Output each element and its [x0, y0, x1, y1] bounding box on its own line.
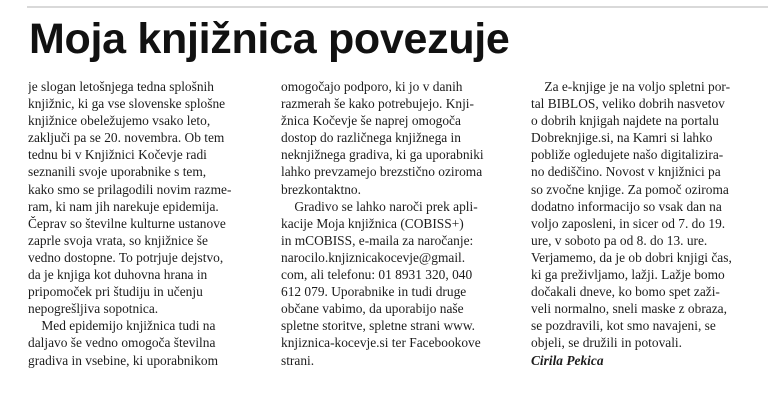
text-line: strani.	[281, 352, 315, 368]
text-line: Čeprav so številne kulturne ustanove	[28, 215, 226, 231]
text-line: brezkontaktno.	[281, 181, 361, 197]
text-line: pobliže ogledujete našo digitalizira-	[531, 147, 724, 163]
article-column-3	[531, 78, 757, 369]
text-line: knjižnice obeležujemo vsako leto,	[28, 113, 211, 129]
text-line: Za e-knjige je na voljo spletni por-	[531, 79, 731, 94]
text-line: Dobreknjige.si, na Kamri si lahko	[531, 130, 713, 146]
text-line: kako smo se prilagodili novim razme-	[28, 181, 232, 197]
text-line: knjiznica-kocevje.si ter Facebookove	[281, 335, 481, 351]
text-line: Med epidemijo knjižnica tudi na	[28, 318, 216, 334]
text-line: ure, v soboto pa od 8. do 13. ure.	[531, 232, 708, 248]
text-line: Gradivo se lahko naroči prek apli-	[281, 198, 478, 214]
article-column-2	[281, 78, 507, 369]
text-line: com, ali telefonu: 01 8931 320, 040	[281, 267, 473, 283]
text-line: gradiva in vsebine, ki uporabnikom	[28, 352, 219, 368]
text-line: objeli, se družili in potovali.	[531, 335, 682, 351]
text-line: neknjižnega gradiva, ki ga uporabniki	[281, 147, 484, 163]
text-line: dodatno informacijo so vsak dan na	[531, 198, 722, 214]
text-line: kacije Moja knjižnica (COBISS+)	[281, 215, 464, 231]
text-line: narocilo.knjiznicakocevje@gmail.	[281, 249, 466, 265]
article-title: Moja knjižnica povezuje	[29, 15, 510, 63]
text-line: so zvočne knjige. Za pomoč oziroma	[531, 181, 729, 197]
text-line: in mCOBISS, e-maila za naročanje:	[281, 232, 474, 248]
text-line: spletne storitve, spletne strani www.	[281, 318, 476, 334]
text-line: ki ga preživljamo, lažji. Lažje bomo	[531, 267, 725, 283]
text-line: no dediščino. Novost v knjižnici pa	[531, 164, 721, 180]
text-line: je slogan letošnjega tedna splošnih	[28, 79, 214, 94]
text-line: seznanili svoje uporabnike s tem,	[28, 164, 207, 180]
text-line: dočakali dneve, ko bomo spet zaži-	[531, 284, 720, 300]
text-line: daljavo še vedno omogoča številna	[28, 335, 216, 351]
text-line: dostop do različnega knjižnega in	[281, 130, 461, 146]
text-line: tal BIBLOS, veliko dobrih nasvetov	[531, 96, 725, 112]
text-line: razmerah še kako potrebujejo. Knji-	[281, 96, 474, 112]
text-line: Verjamemo, da je ob dobri knjigi čas,	[531, 249, 732, 265]
text-line: 612 079. Uporabnike in tudi druge	[281, 284, 467, 300]
text-line: zaprle svoja vrata, so knjižnice še	[28, 232, 208, 248]
text-line: voljo zaposleni, in sicer od 7. do 19.	[531, 215, 726, 231]
text-line: da je knjiga kot duhovna hrana in	[28, 267, 208, 283]
column-3-lines	[531, 78, 757, 352]
text-line: zaključi pa se 20. novembra. Ob tem	[28, 130, 225, 146]
text-line: ram, ki nam jih narekuje epidemija.	[28, 198, 219, 214]
text-line: se pozdravili, kot smo navajeni, se	[531, 318, 716, 334]
top-rule	[27, 6, 768, 8]
text-line: lahko prevzamejo brezstično oziroma	[281, 164, 483, 180]
text-line: občane vabimo, da uporabijo naše	[281, 301, 464, 317]
text-line: žnica Kočevje še naprej omogoča	[281, 113, 461, 129]
text-line: nepogrešljiva sopotnica.	[28, 301, 159, 317]
text-line: omogočajo podporo, ki jo v danih	[281, 79, 463, 94]
text-line: o dobrih knjigah najdete na portalu	[531, 113, 719, 129]
text-line: pripomoček pri študiju in učenju	[28, 284, 203, 300]
text-line: tednu bi v Knjižnici Kočevje radi	[28, 147, 207, 163]
text-line: vedno dostopne. To potrjuje dejstvo,	[28, 249, 224, 265]
article-author: Cirila Pekica	[531, 352, 604, 368]
text-line: knjižnic, ki ga vse slovenske splošne	[28, 96, 226, 112]
article-column-1	[28, 78, 254, 369]
text-line: veli normalno, sneli maske z obraza,	[531, 301, 727, 317]
